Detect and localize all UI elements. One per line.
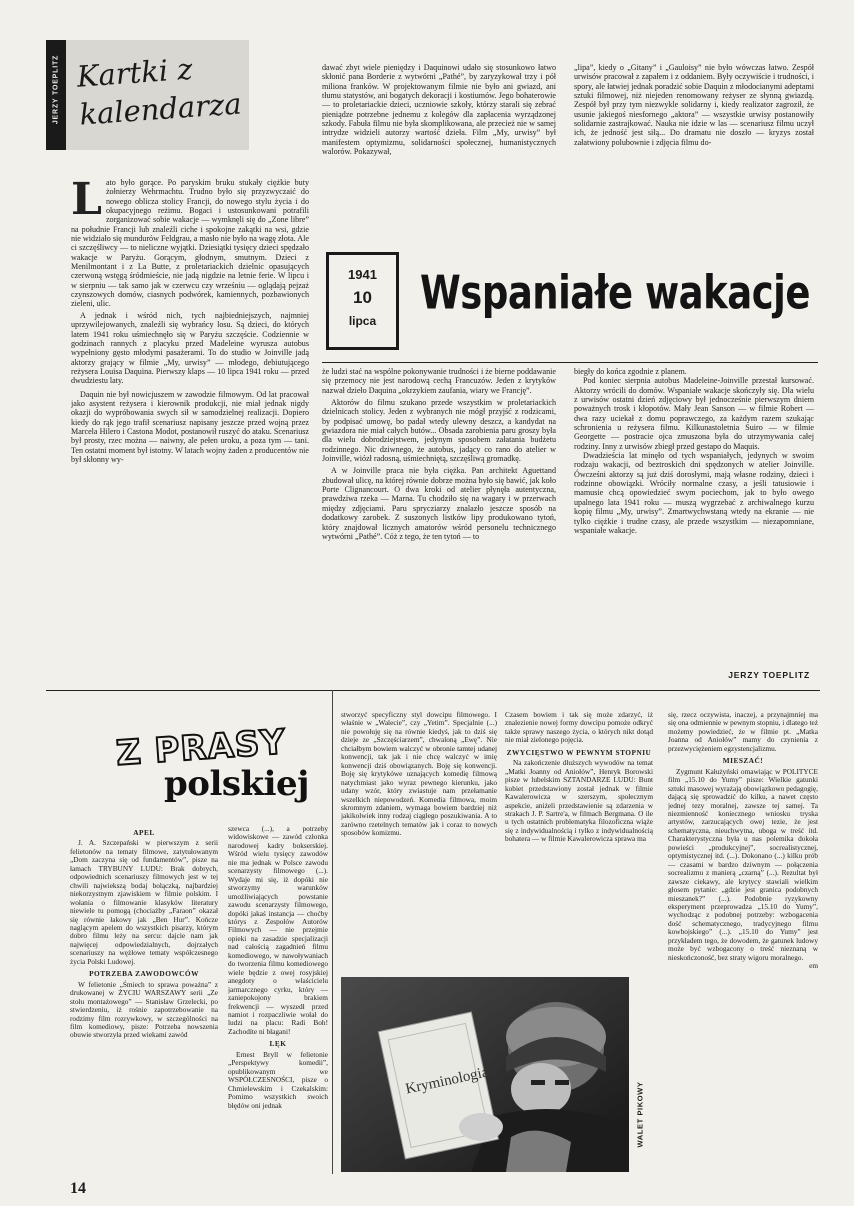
- article-paragraph: „lipa”, kiedy o „Gitany” i „Gauloisy” nie było wówczas łatwo. Zespół urwisów pracował z zapałem i z oddaniem. Były oczywiście i trudności, i spory, ale łatwiej jednak poradzić sobie Daquin z młodocianymi adeptami sztuki filmowej, niż niejeden renomowany reżyser ze słynną gwiazdą. Zespół był przy tym niezwykle solidarny i, kiedy realizator zagroził, że usunie jakiegoś niesfornego „aktora” — wszystkie urwisy postanowiły solidarnie zastrajkować. Nauka nie idzie w las — scenariusz filmu uczył ich, że jedność jest siłą... Do dramatu nie doszło — kryzys został załatwiony polubownie i zdjęcia filmu do-: [574, 63, 814, 147]
- date-month: lipca: [348, 314, 377, 328]
- author-vertical-strip: [46, 40, 66, 150]
- press-text: stworzyć specyficzny styl dowcipu filmowego. I właśnie w „Walecie”, czy „Yetim”. Specjalnie (...) nie powołuję się na równie kiedyś, jak to dziś się dzieje ze „Szczęściarzem”, chwaloną „Ewę”. Nie chciałbym bowiem walczyć w obronie tamtej udanej konwencji, tak jak i nie chcę walczyć w imię konwencji dziś obowiązanych. Boję się konwencji. Boję się krytykówe uznających komedię filmową natychmiast jako wyraz pewnego kierunku, jako udany wzór, który zwiastuje nam przełamanie wszelkich niepowodzeń. Komedia filmowa, moim skromnym zdaniem, wymaga bowiem bardziej niż jakikolwiek inny rodzaj ciągłego poszukiwania. A to zarówno rzetelnych tematów jak i coraz to nowych sposobów komizmu.: [341, 711, 497, 838]
- article-paragraph: A w Joinville praca nie była ciężka. Pan architekt Aguettand zbudował ulicę, na której równie dobrze można było się bawić, jak koło Porte Clignancourt. O dwa kroki od atelier płynęła autentyczna, prawdziwa rzeka — Marna. Tu chodziło się na wagary i w przerwach między zdjęciami. Paru sprycziarzy znalazło jeszcze sposób na dodatkowy zarobek. Z suszonych listków lipy produkowano tytoń, który znajdował licznych amatorów wśród personelu technicznego wytwórni „Pathé”. Cóż z tego, że ten tytoń — to: [322, 466, 556, 541]
- press-logo: [114, 722, 316, 808]
- press-col4: [505, 711, 653, 969]
- press-logo-line2: polskiej: [164, 764, 309, 804]
- page-number: 14: [70, 1180, 86, 1197]
- article-paragraph: Aktorów do filmu szukano przede wszystkim w proletariackich dzielnicach stolicy. Jeden z wybranych nie mógł przyjść z rodzicami, by podpisać umowę, bo padał wtedy ulewny deszcz, a kandydat na gwiazdora nie miał całych butów... Obsada zarobienia paru groszy była dla wielu dobrodziejstwem, jedynym sposobem załatania budżetu rodzinnego. Nic dziwnego, że autobus, jadący co rano do atelier w Joinville, wiózł radosną, uśmiechniętą, szczęśliwą gromadkę.: [322, 398, 556, 464]
- article-intro: Lato było gorące. Po paryskim bruku stukały ciężkie buty żołnierzy Wehrmachtu. Trudno było się przyzwyczaić do nowego oblicza stolicy Francji, do nowego stylu życia i do okupacyjnego reżimu. Bogaci i ustosunkowani potrafili zorganizować sobie wakacje — wymknęli się do „Zone libre” na południe Francji lub znaleźli ciche i spokojne zakątki na wsi, gdzie nie widziało się mundurów Feldgrau, a masło nie było na wagę złota. Ale ci szczęśliwcy — to nieliczne wyjątki. Dziesiątki tysięcy dzieci spędzało wakacje w Paryżu. Gorącym, głodnym, smutnym. Dzieci z Menilmontant i z La Butte, z proletariackich dzielnic opasujących czerwoną wstęgą śródmieście, nie jadą nigdzie na letnie ferie. W lipcu i w sierpniu — tak samo jak w czerwcu czy wrześniu — oglądają pejzaż czynszowych domów, ciasnych podwórek, kamiennych, pozbawionych zieleni, ulic.: [71, 178, 309, 309]
- date-box: [326, 252, 399, 350]
- film-still-photo: [341, 977, 629, 1172]
- article-paragraph: Pod koniec sierpnia autobus Madeleine-Joinville przestał kursować. Aktorzy wrócili do domów. Wspaniałe wakacje skończyły się. Dla wielu z urwisów ostatni dzień zdjęciowy był jednocześnie pierwszym dniem poważnych trosk i kłopotów. Mały Jean Sanson — w filmie Robert — dwa razy uciekał z domu poprawczego, za każdym razem szukając schronienia u reżysera filmu. Kilkunastoletnia Suiro — w filmie Georgette — postracie ojca zmuszona była do utrzymywania całej rodziny. Inny z urwisów zbiegł przed gestapo do Maquis.: [574, 376, 814, 451]
- press-logo-line1: Z PRASY: [114, 722, 288, 774]
- press-text: Czasem bowiem i tak się może zdarzyć, iż znalezienie nowej formy dowcipu pomoże odkryć także sprawy naszego życia, o których nikt dotąd nie miał zielonego pojęcia.: [505, 711, 653, 745]
- dropcap-letter: L: [71, 178, 102, 225]
- date-year: 1941: [348, 267, 377, 282]
- article-col3-top: [574, 63, 814, 233]
- article-paragraph: Daquin nie był nowicjuszem w zawodzie filmowym. Od lat pracował jako asystent reżysera i kierownik produkcji, nie miał jednak nigdy okazji do wypróbowania swych sił w samodzielnej realizacji. Dopiero kiedy do rąk jego trafił scenariusz napisany jeszcze przed wojną przez Marcela Hilero i Castona Modot, postanowił ruszyć do ataku. Scenariusz był prosty, rzec można — naiwny, ale pełen uroku, a poza tym — tani. Ten ostatni moment był istotny. W latach wojny żaden z producentów nie był skłonny wy-: [71, 389, 309, 464]
- press-heading: LĘK: [269, 1039, 287, 1049]
- press-col3: [341, 711, 497, 969]
- press-column-divider: [332, 690, 333, 1174]
- photo-credit: WALET PIKOWY: [635, 1081, 645, 1148]
- press-text: szewca (...), a potrzeby widowiskowe — zawód członka narodowej kadry bokserskiej. Wśród wielu tysięcy zawodów nie ma jednak w Polsce zawodu scenarzysty filmowego (...). Wydaje mi się, iż dopóki nie stworzymy warunków umożliwiających powstanie zawodu scenarzysty filmowego, dopóki jakaś instancja — choćby którys z Zespołów Autorów Filmowych — nie przejmie opieki na zasadzie specjalizacji nad całością zagadnień filmu komediowego, w nawoływaniach do tworzenia filmu komediowego wiele będzie z owej rosyjskiej anegdoty o właścicielu jarmarcznego cyrku, który — zaniepokojony brakiem frekwencji — wyszedł przed namiot i rozpaczliwie wołał do ludzi na placu: Radi Boh! Zachodíte ni błagani!: [228, 825, 328, 1036]
- press-text: Zygmunt Kałużyński omawiając w POLITYCE film „15.10 do Yumy” pisze: Wielkie gatunki sztuki masowej wyrażają obowiązkowo pedagogię, dającą się sprowadzić do kilku, a nawet często jednej tezy moralnej, zawsze tej samej. Ta niezmienność koniecznego wniosku tryska artystów, zarzucających owej tezie, że jest schematyczna, nieuchwytna, uboga w treść itd. Charakterystyczna była u nas polemika dokoła powieści „produkcyjnej”, socrealistycznej, optymistycznej itd. (...). Dokonano (...) kilku prób — czasami w bardzo dziwnym — połączenia socrealizmu z manierą „czarną” (...). Rezultat był zawsze ciekawy, ale krytycy stawiali wielkim głosem pytanie: „gdzie jest granica podobnych mieszanek?” (...). Podobnie ryzykowny eksperyment przeprowadza „15.10 do Yumy”, wychodząc z podobnej potrzeby: wzbogacenia dość schematycznego, tradycyjnego filmu kowbojskiego” (...). „15.10 do Yumy” jest przykładem tego, że dowodem, że gatunek ludowy może być wzbogacony o treść nieznaną w nieskończoność, bez straty wigoru moralnego.: [668, 766, 818, 962]
- press-heading: POTRZEBA ZAWODOWCÓW: [89, 969, 199, 979]
- press-col2: [228, 825, 328, 1177]
- press-end-mark: em: [809, 961, 818, 971]
- article-paragraph: Dwadzieścia lat minęło od tych wspaniałych, jedynych w swoim rodzaju wakacji, od beztroskich dni spędzonych w atelier Joinville. Ówcześni aktorzy są już dziś dorosłymi, mają własne rodziny, dzieci i rodzinne obowiązki. Wróciły normalne czasy, a jeśli tatusiowie i mamusie chcą opowiedzieć swym pociechom, jak to było owego upalnego lata 1941 roku — muszą wygrzebać z archiwalnego kurzu kopię filmu „My, urwisy”. Zmartwychwstaną wtedy na ekranie — nie tylko ciężkie i trudne czasy, ale przede wszystkim — niezapomniane, wspaniałe wakacje.: [574, 451, 814, 535]
- headline-rule: [322, 362, 818, 363]
- press-text: Ernest Bryll w felietonie „Perspektywy komedii”, opublikowanym we WSPÓŁCZESNOŚCI, pisze o Chmielewskim i Czekalskim: Pomimo wszystkich swoich błędów oni jednak: [228, 1049, 328, 1110]
- article-col3-bottom: [574, 367, 814, 667]
- article-signature: JERZY TOEPLITZ: [728, 670, 810, 680]
- press-text: W felietonie „Śmiech to sprawa poważna” z drukowanej w ŻYCIU WARSZAWY serii „Ze stołu montażowego” — Stanisław Grzelecki, po stwierdzeniu, iż rośnie zapotrzebowanie na rodzimy film rozrywkowy, w szczególności na film komediowy, pisze: Potrzeba nowszenia obuwie stworzyła przed wiekami zawód: [70, 979, 218, 1040]
- section-divider: [46, 690, 820, 691]
- kartki-script-title: Kartki z kalendarza: [75, 51, 243, 132]
- article-paragraph: dawać zbyt wiele pieniędzy i Daquinowi udało się stosunkowo łatwo skłonić pana Borderie z wytwórni „Pathé”, by zaryzykował trzy i pół miliona franków. W projektowanym filmie nie było ani gwiazd, ani tłumu statystów, ani bogatych dekoracji i kostiumów. Jego bohaterowie — to proletariackie dzieci, uczniowie szkoły, którzy starali się zebrać pieniądze potrzebne jednemu z kolegów dla zapłacenia wyrządzonej szkody. Fabuła filmu nie była skomplikowana, ale przecież nie w samej intrydze widzieli autorzy wartość dzieła. Film „My, urwisy” był manifestem optymizmu, solidarności społecznej, humanistycznych walorów. Pokazywał,: [322, 63, 556, 157]
- press-heading: APEL: [133, 828, 155, 837]
- press-heading: MIESZAĆ!: [722, 756, 764, 766]
- kartki-logo: [46, 40, 249, 150]
- press-text: J. A. Szczepański w pierwszym z serii felietonów na tematy filmowe, zatytułowanym „Dom zaczyna się od fundamentów”, pisze na łamach TRYBUNY LUDU: Brak dobrych, odpowiednich scenariuszy filmowych jest w tej chwili najwiekszą bodaj bolączką, najbardziej niekorzystnym zjawiskiem w filmie polskim. I wołania o filmowanie klasyków literatury niewiele tu pomogą (chociażby „Faraon” okazał się równie łakowy jak „Ben Hur”. Kończe naglącym apelem do wszystkich pisarzy, którym dobro filmu leży na sercu: dajcie nam jak najwięcej odpowiedzialnych, dojrzałych scenariuszy na wężłowe tematy współczesnego życia Polski Ludowej.: [70, 838, 218, 966]
- article-paragraph: biegły do końca zgodnie z planem.: [574, 367, 687, 376]
- article-paragraph: że ludzi stać na wspólne pokonywanie trudności i że bierne poddawanie się przemocy nie jest narodową cechą Francuzów. Jeden z krytyków nazwał dzieło Daquina „okrzykiem zaufania, wiary we Francję”.: [322, 367, 556, 395]
- article-col2-top: [322, 63, 556, 251]
- press-text: się, rzecz oczywista, inaczej, a przynajmniej ma się ona odmiennie w pewnym stopniu, i dlatego też możemy powiedzieć, że w filmie pt. „Matka Joanna od Aniołów” mamy do czynienia z przezwyciężeniem egzystencjalizmu.: [668, 711, 818, 753]
- author-vertical-label: JERZY TOEPLITZ: [52, 54, 60, 125]
- press-heading: ZWYCIĘSTWO W PEWNYM STOPNIU: [506, 747, 652, 757]
- press-col5: [668, 711, 818, 1181]
- press-col1: [70, 825, 218, 1177]
- article-paragraph: A jednak i wśród nich, tych najbiedniejszych, najmniej uprzywilejowanych, znaleźli się wybrańcy losu. Są dzieci, do których latem 1941 roku uśmiechnęło się w Paryżu szczęście. Codziennie w godzinach rannych z placyku przed Madeleine wyrusza autobus wypełniony gęsto młodymi pasażerami. To do studio w Joinville jadą aktorzy grający w filmie „My, urwisy” — młodego, debiutującego reżysera Louisa Daquina. Pierwszy klaps — 10 lipca 1941 roku — przed dwudziestu laty.: [71, 310, 309, 386]
- date-day: 10: [353, 288, 372, 307]
- press-text: Na zakończenie dłuższych wywodów na temat „Matki Joanny od Aniołów”, Henryk Borowski pisze w lubelskim SZTANDARZE LUDU: Bunt kobiet przedstawiony został jednak w filmie Kawalerowicza w szerszym, społecznym aspekcie, aniżeli przedstawienie są zdarzenia w strakach J. P. Sartre'a, w filmach Bergmana. O ile u tych ostatnich problematyka filozoficzna wiąże się z indywidualnością i tylko z indywidualnością bohatera — w filmie Kawalerowicza sprawa ma: [505, 758, 653, 844]
- article-headline: Wspaniałe wakacje: [420, 265, 810, 320]
- article-col2-bottom: [322, 367, 556, 687]
- article-col1-top: [71, 178, 309, 688]
- photo-book-title: Kryminologia: [404, 1064, 490, 1098]
